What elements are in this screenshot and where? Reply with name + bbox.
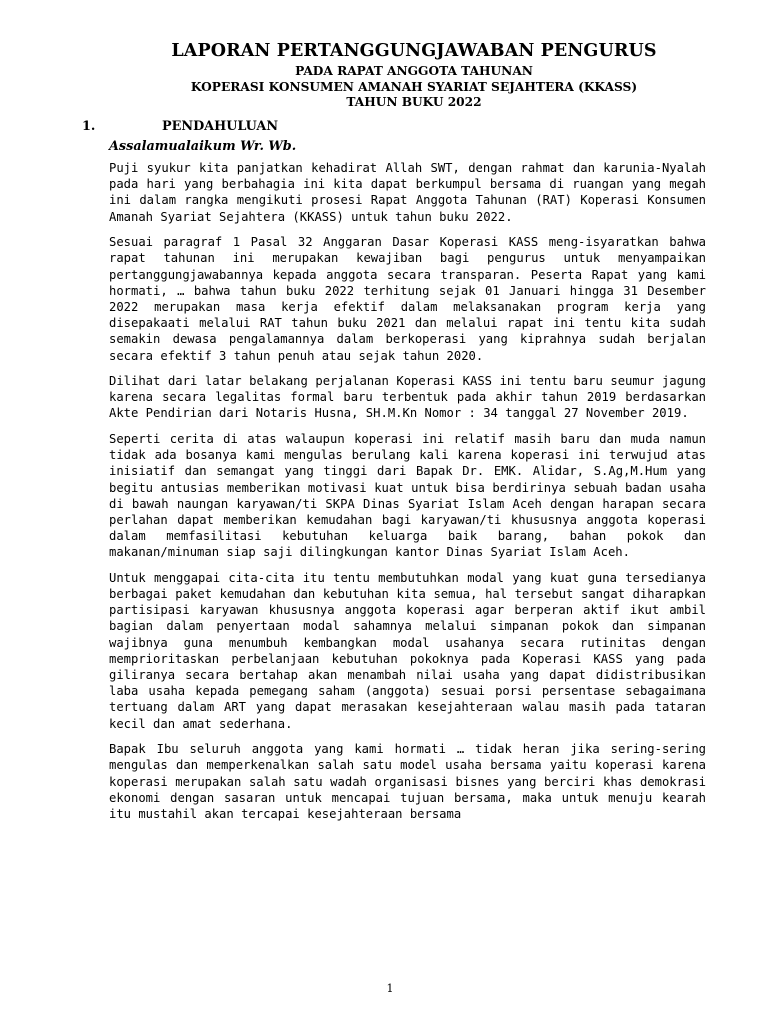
- paragraph: Seperti cerita di atas walaupun koperasi ini relatif masih baru dan muda namun tidak ada bosanya kami mengulas berulang kali karena koperasi ini terwujud atas inisiatif dan semangat yang tinggi dari Bapak Dr. EMK. Alidar, S.Ag,M.Hum yang begitu antusias memberikan motivasi kuat untuk bisa berdirinya sebuah badan usaha di bawah naungan karyawan/ti SKPA Dinas Syariat Islam Aceh dengan harapan secara perlahan dapat memberikan kemudahan bagi karyawan/ti khususnya anggota koperasi dalam memfasilitasi kebutuhan keluarga baik barang, bahan pokok dan makanan/minuman siap saji dilingkungan kantor Dinas Syariat Islam Aceh.: [109, 431, 706, 560]
- paragraph: Bapak Ibu seluruh anggota yang kami hormati … tidak heran jika sering-sering mengulas dan memperkenalkan salah satu model usaha bersama yaitu koperasi karena koperasi merupakan salah satu wadah organisasi bisnes yang berciri khas demokrasi ekonomi dengan sasaran untuk mencapai tujuan bersama, maka untuk menuju kearah itu mustahil akan tercapai kesejahteraan bersama: [109, 742, 706, 821]
- document-header: [0, 38, 768, 111]
- document-subtitle-meeting: PADA RAPAT ANGGOTA TAHUNAN: [295, 64, 533, 78]
- document-subtitle-year: TAHUN BUKU 2022: [346, 95, 482, 109]
- greeting: Assalamualaikum Wr. Wb.: [109, 139, 297, 154]
- section-number: 1.: [82, 119, 96, 134]
- section-heading: [82, 118, 682, 136]
- paragraph: Untuk menggapai cita-cita itu tentu membutuhkan modal yang kuat guna tersedianya berbagai paket kemudahan dan kebutuhan kita semua, hal tersebut sangat diharapkan partisipasi karyawan khususnya anggota koperasi agar berperan aktif ikut ambil bagian dalam penyertaan modal sahamnya melalui simpanan pokok dan simpanan wajibnya guna menumbuh kembangkan modal usahanya secara rutinitas dengan memprioritaskan perbelanjaan kebutuhan pokoknya pada Koperasi KASS yang pada giliranya secara bertahap akan menambah nilai usaha yang dapat didistribusikan laba usaha kepada pemegang saham (anggota) sesuai porsi persentase sebagaimana tertuang dalam ART yang dapat merasakan kesejahteraan walau masih pada tataran kecil dan amat sederhana.: [109, 570, 706, 731]
- body-text: [109, 160, 706, 832]
- page-number: 1: [386, 982, 394, 995]
- paragraph: Puji syukur kita panjatkan kehadirat Allah SWT, dengan rahmat dan karunia-Nyalah pada hari yang berbahagia ini kita dapat berkumpul bersama di ruangan yang megah ini dalam rangka mengikuti prosesi Rapat Anggota Tahunan (RAT) Koperasi Konsumen Amanah Syariat Sejahtera (KKASS) untuk tahun buku 2022.: [109, 161, 706, 224]
- paragraph: Dilihat dari latar belakang perjalanan Koperasi KASS ini tentu baru seumur jagung karena secara legalitas formal baru terbentuk pada akhir tahun 2019 berdasarkan Akte Pendirian dari Notaris Husna, SH.M.Kn Nomor : 34 tanggal 27 November 2019.: [109, 374, 706, 421]
- section-title: PENDAHULUAN: [162, 119, 279, 134]
- paragraph: Sesuai paragraf 1 Pasal 32 Anggaran Dasar Koperasi KASS meng-isyaratkan bahwa rapat tahunan ini merupakan kewajiban bagi pengurus untuk menyampaikan pertanggungjawabannya kepada anggota secara transparan. Peserta Rapat yang kami hormati, … bahwa tahun buku 2022 terhitung sejak 01 Januari hingga 31 Desember 2022 merupakan masa kerja efektif dalam melaksanakan program kerja yang disepakaati melalui RAT tahun buku 2021 dan melalui rapat ini tentu kita sudah semakin dewasa pengalamannya dalam berkoperasi yang kiprahnya sudah berjalan secara efektif 3 tahun penuh atau sejak tahun 2020.: [109, 235, 706, 363]
- document-subtitle-organization: KOPERASI KONSUMEN AMANAH SYARIAT SEJAHTERA (KKASS): [190, 79, 638, 94]
- document-title: LAPORAN PERTANGGUNGJAWABAN PENGURUS: [171, 41, 657, 61]
